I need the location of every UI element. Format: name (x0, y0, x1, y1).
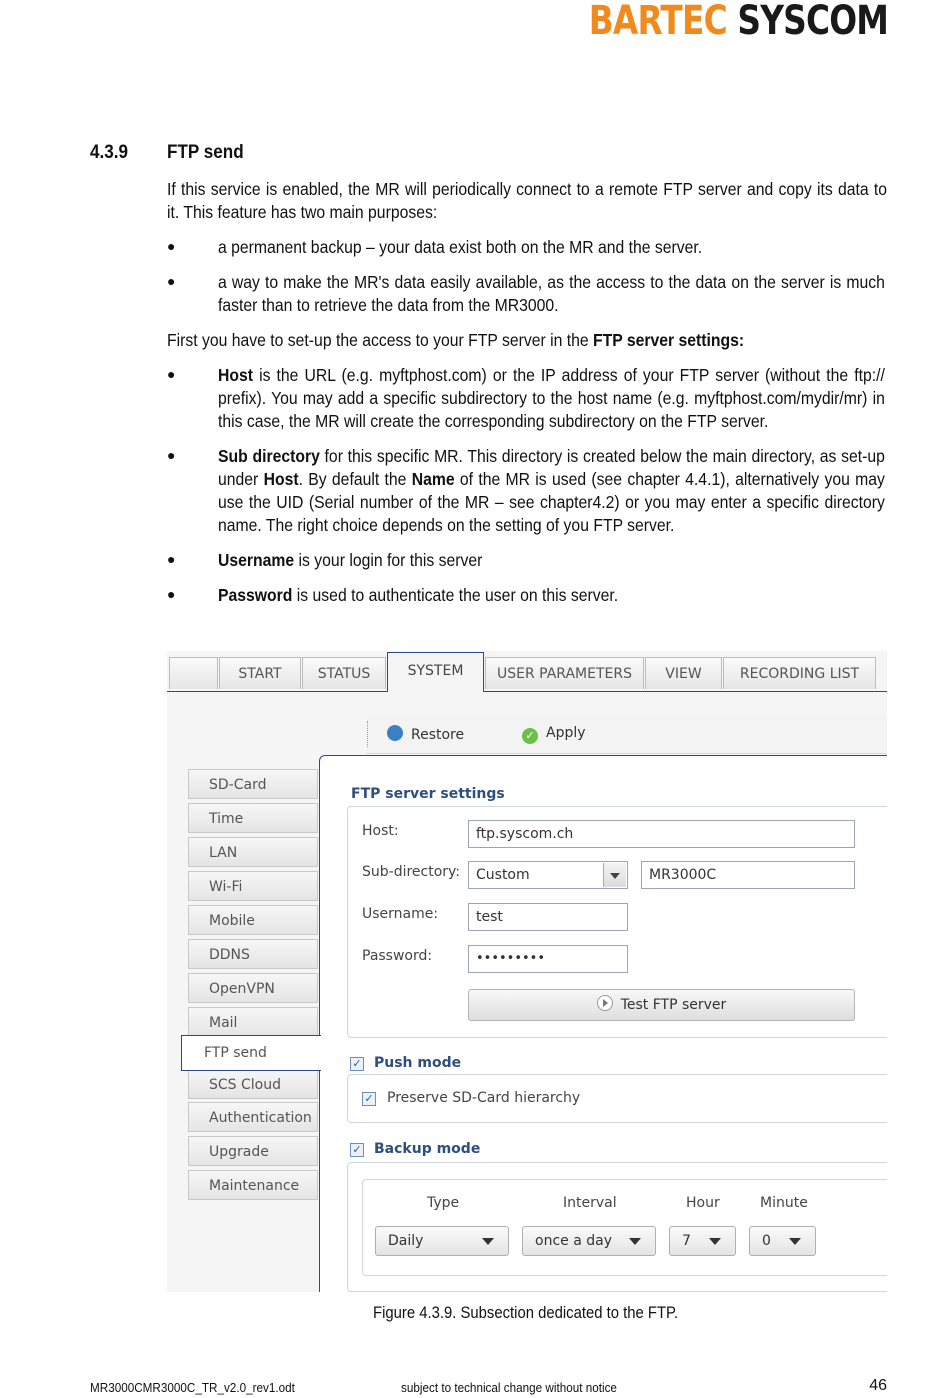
bullet-password (218, 584, 885, 607)
tab-start[interactable]: START (219, 657, 301, 689)
tab-view[interactable]: VIEW (645, 657, 722, 689)
tab-recording-list[interactable]: RECORDING LIST (723, 657, 876, 689)
password-label: Password: (362, 948, 433, 964)
ftp-settings-screenshot (167, 651, 887, 1292)
sidebar-item-wifi[interactable]: Wi-Fi (188, 871, 318, 901)
bullet-access: a way to make the MR's data easily available, as the access to the data on the server is much faster than to retrieve the data from the MR3000. (218, 272, 885, 315)
host-label: Host: (362, 823, 399, 839)
sidebar-item-upgrade[interactable]: Upgrade (188, 1136, 318, 1166)
username-input[interactable]: test (468, 903, 628, 931)
ftp-content-panel (319, 755, 887, 1292)
push-mode-checkbox[interactable]: ✓ (350, 1057, 364, 1071)
setup-text: First you have to set-up the access to your FTP server in the (167, 330, 594, 350)
play-icon (597, 995, 613, 1011)
password-description: is used to authenticate the user on this server. (292, 585, 619, 605)
type-select[interactable]: Daily (375, 1226, 509, 1256)
setup-bold: FTP server settings: (593, 330, 745, 350)
term-subdir: Sub directory (218, 446, 320, 466)
section-title: FTP send (167, 142, 244, 163)
push-mode-box (347, 1074, 887, 1123)
sidebar-item-scs-cloud[interactable]: SCS Cloud (188, 1069, 318, 1099)
hour-select[interactable]: 7 (669, 1226, 736, 1256)
interval-select[interactable]: once a day (522, 1226, 656, 1256)
term-password: Password (218, 585, 293, 605)
bullet-marker: ● (167, 551, 176, 567)
footer-notice: subject to technical change without notice (401, 1380, 617, 1395)
sidebar-item-mail[interactable]: Mail (188, 1007, 318, 1037)
password-input[interactable]: ••••••••• (468, 945, 628, 973)
backup-mode-checkbox[interactable]: ✓ (350, 1143, 364, 1157)
section-number: 4.3.9 (90, 142, 129, 163)
logo-part-syscom: SYSCOM (737, 0, 888, 44)
subdir-option: Custom (476, 867, 530, 883)
minute-select[interactable]: 0 (749, 1226, 816, 1256)
restore-icon (387, 725, 403, 741)
bullet-marker: ● (167, 238, 176, 254)
term-host: Host (218, 365, 254, 385)
hour-header: Hour (686, 1195, 720, 1211)
restore-button[interactable] (387, 725, 464, 743)
preserve-hierarchy-checkbox[interactable]: ✓ (362, 1092, 376, 1106)
apply-button[interactable] (522, 725, 586, 744)
page-number: 46 (869, 1377, 887, 1394)
test-ftp-label: Test FTP server (620, 997, 727, 1013)
sidebar-item-mobile[interactable]: Mobile (188, 905, 318, 935)
tab-system[interactable]: SYSTEM (387, 652, 484, 692)
test-ftp-server-button[interactable] (468, 989, 855, 1021)
username-label: Username: (362, 906, 439, 922)
sidebar-item-ddns[interactable]: DDNS (188, 939, 318, 969)
sidebar-item-time[interactable]: Time (188, 803, 318, 833)
host-input[interactable]: ftp.syscom.ch (468, 820, 855, 848)
bullet-backup: a permanent backup – your data exist both on the MR and the server. (218, 237, 703, 257)
sidebar-item-lan[interactable]: LAN (188, 837, 318, 867)
bullet-marker: ● (167, 366, 176, 382)
apply-label: Apply (546, 725, 586, 741)
host-description: is the URL (e.g. myftphost.com) or the IP address of your FTP server (without the ftp:// prefix). You may add a specific subdirectory to the host name (e.g. myftphost.com/mydir/mr) in this case, the MR will create the corresponding subdirectory on the FTP server. (218, 365, 885, 431)
tab-user-parameters[interactable]: USER PARAMETERS (485, 657, 644, 689)
subdir-text: . By default the (298, 469, 412, 489)
footer-filename: MR3000CMR3000C_TR_v2.0_rev1.odt (90, 1380, 295, 1395)
term-name-ref: Name (411, 469, 455, 489)
sidebar-item-maintenance[interactable]: Maintenance (188, 1170, 318, 1200)
toolbar-grip (367, 721, 370, 747)
sidebar-item-sd-card[interactable]: SD-Card (188, 769, 318, 799)
ftp-settings-title: FTP server settings (351, 786, 505, 802)
sidebar-item-openvpn[interactable]: OpenVPN (188, 973, 318, 1003)
setup-paragraph (167, 329, 887, 352)
restore-label: Restore (411, 727, 465, 743)
username-description: is your login for this server (294, 550, 483, 570)
check-icon: ✓ (522, 728, 538, 744)
backup-mode-title: Backup mode (374, 1141, 481, 1157)
bullet-marker: ● (167, 586, 176, 602)
chevron-down-icon[interactable] (603, 863, 626, 887)
sidebar-item-authentication[interactable]: Authentication (188, 1102, 318, 1132)
bullet-marker: ● (167, 273, 176, 289)
bullet-username (218, 549, 885, 572)
intro-paragraph: If this service is enabled, the MR will periodically connect to a remote FTP server and copy its data to it. This feature has two main purposes: (167, 179, 887, 222)
subdir-select[interactable] (468, 861, 628, 889)
bullet-host (218, 364, 885, 433)
action-toolbar (367, 715, 887, 754)
interval-header: Interval (563, 1195, 617, 1211)
logo-part-bartec: BARTEC (588, 0, 727, 44)
main-tab-bar (167, 651, 887, 692)
bullet-subdirectory (218, 445, 885, 537)
tab-status[interactable]: STATUS (302, 657, 386, 689)
subdir-label: Sub-directory: (362, 864, 461, 880)
subdir-custom-input[interactable]: MR3000C (641, 861, 855, 889)
schedule-box (362, 1179, 887, 1276)
backup-mode-box (347, 1162, 887, 1292)
bartec-syscom-logo (589, 0, 888, 44)
term-host-ref: Host (263, 469, 299, 489)
minute-header: Minute (760, 1195, 808, 1211)
term-username: Username (218, 550, 295, 570)
tab-blank[interactable] (169, 657, 218, 689)
subdir-text: for this specific MR. This directory is created below the main directory, as set-up under (218, 446, 885, 489)
bullet-marker: ● (167, 447, 176, 463)
subdir-text: of the MR is used (see chapter 4.4.1), alternatively you may use the UID (Serial number of the MR – see chapter4.2) or you may enter a specific directory name. The right choice depends on the setting of you FTP server. (218, 469, 885, 535)
preserve-hierarchy-label: Preserve SD-Card hierarchy (387, 1090, 581, 1106)
type-header: Type (427, 1195, 460, 1211)
figure-caption: Figure 4.3.9. Subsection dedicated to the FTP. (373, 1304, 679, 1322)
sidebar-item-ftp-send[interactable]: FTP send (181, 1035, 321, 1071)
push-mode-title: Push mode (374, 1055, 462, 1071)
ftp-settings-box (347, 806, 887, 1038)
